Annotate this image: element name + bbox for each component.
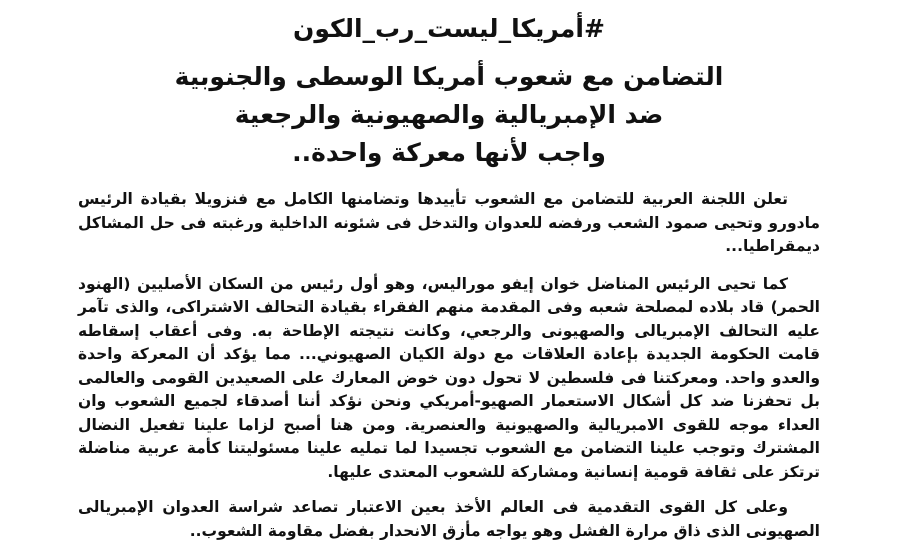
- hashtag-title: #أمريكا_ليست_رب_الكون: [293, 14, 605, 43]
- paragraph-venezuela-support: تعلن اللجنة العربية للتضامن مع الشعوب تأييدها وتضامنها الكامل مع فنزويلا بقيادة الرئيس مادورو وتحيى صمود الشعب ورفضه للعدوان والتدخل فى شئونه الداخلية ورغبته فى حل المشاكل ديمقراطيا...: [78, 190, 820, 255]
- headline-line-1: التضامن مع شعوب أمريكا الوسطى والجنوبية: [174, 62, 724, 91]
- paragraph-progressive-forces: وعلى كل القوى التقدمية فى العالم الأخذ بعين الاعتبار تصاعد شراسة العدوان الإمبريالى الصهيونى الذى ذاق مرارة الفشل وهو يواجه مأزق الانحدار بفضل مقاومة الشعوب..: [78, 498, 820, 540]
- paragraph-morales-tribute: كما تحيى الرئيس المناضل خوان إيفو موراليس، وهو أول رئيس من السكان الأصليين (الهنود الحمر) قاد بلاده لمصلحة شعبه وفى المقدمة منهم الفقراء بقيادة التحالف الاشتراكى، والذى تآمر عليه التحالف الإمبريالى والصهيونى والرجعي، وكانت نتيجته الإطاحة به. وفى أعقاب إسقاطه قامت الحكومة الجديدة بإعادة العلاقات مع دولة الكيان الصهيوني... مما يؤكد أن المعركة واحدة والعدو واحد. ومعركتنا فى فلسطين لا تحول دون خوض المعارك على الصعيدين القومى والعالمى بل تحفزنا ضد كل أشكال الاستعمار الصهيو-أمريكي ونحن نؤكد أننا أصدقاء لجميع الشعوب وان العداء موجه للقوى الامبريالية والصهيونية والعنصرية. ومن هنا أصبح لزاما علينا تفعيل النضال المشترك وتوجب علينا التضامن مع الشعوب تجسيدا لما تمليه علينا مسئوليتنا كأمة عربية مناضلة ترتكز على ثقافة قومية إنسانية ومشاركة للشعوب المعتدى عليها.: [78, 274, 820, 481]
- headline-line-3: واجب لأنها معركة واحدة..: [292, 138, 606, 167]
- headline-block: [78, 58, 820, 172]
- headline-line-2: ضد الإمبريالية والصهيونية والرجعية: [234, 100, 664, 129]
